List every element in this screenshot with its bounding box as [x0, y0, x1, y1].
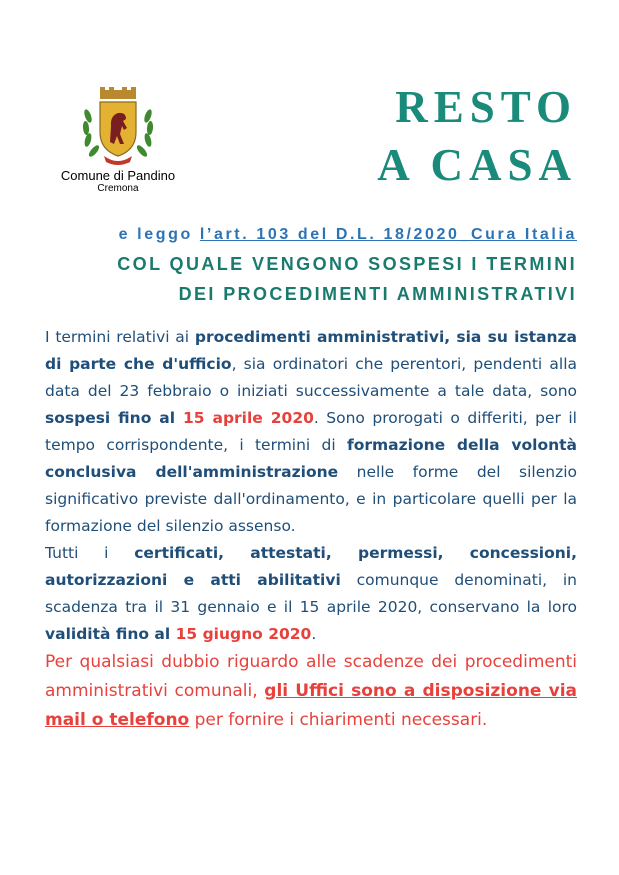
title-line-2: A CASA: [377, 140, 577, 190]
offices-contact-link[interactable]: gli Uffici sono a disposizione via mail o telefono: [45, 681, 577, 730]
comune-name: Comune di Pandino: [60, 168, 176, 183]
text: Per qualsiasi dubbio riguardo alle scadenze dei procedimenti amministrativi comunali,: [45, 652, 577, 701]
page-title: [377, 78, 577, 194]
text: comunque denominati, in scadenza tra il 31 gennaio e il 15 aprile 2020, conservano la loro: [45, 571, 577, 616]
subtitle-line-1: COL QUALE VENGONO SOSPESI I TERMINI: [117, 254, 577, 274]
bold-text: procedimenti amministrativi, sia su istanza di parte che d'ufficio: [45, 328, 577, 373]
paragraph-contact: [45, 648, 577, 735]
bold-text: certificati, attestati, permessi, concessioni, autorizzazioni e atti abilitativi: [45, 544, 577, 589]
comune-label: [50, 168, 186, 194]
bold-text: sospesi fino al: [45, 409, 183, 427]
text: nelle forme del silenzio significativo previste dall'ordinamento, e in particolare quelli per la formazione del silenzio assenso.: [45, 463, 578, 535]
law-reference: l’art. 103 del D.L. 18/2020_Cura Italia: [199, 226, 577, 243]
text: Tutti i: [45, 544, 135, 562]
bold-text: formazione della volontà conclusiva dell'amministrazione: [45, 436, 577, 481]
text: I termini relativi ai: [45, 328, 195, 346]
text: , sia ordinatori che perentori, pendenti alla data del 23 febbraio o iniziati successivamente a tale data, sono: [45, 355, 578, 400]
bold-text: validità fino al: [45, 625, 176, 643]
text: . Sono prorogati o differiti, per il tempo corrispondente, i termini di: [45, 409, 577, 454]
highlight-date: 15 aprile 2020: [182, 409, 314, 427]
paragraph-certificates: [45, 540, 577, 648]
highlight-date: 15 giugno 2020: [175, 625, 312, 643]
subtitle-line-2: DEI PROCEDIMENTI AMMINISTRATIVI: [178, 284, 577, 304]
text: .: [311, 625, 317, 643]
title-line-1: RESTO: [395, 82, 577, 132]
comune-crest-icon: [80, 86, 156, 168]
text: per fornire i chiarimenti necessari.: [189, 710, 488, 730]
intro-prefix: e leggo: [118, 226, 193, 243]
comune-province: Cremona: [97, 183, 139, 194]
paragraph-terms: [45, 324, 577, 540]
body-text: [45, 324, 577, 735]
intro-line: [119, 226, 577, 244]
